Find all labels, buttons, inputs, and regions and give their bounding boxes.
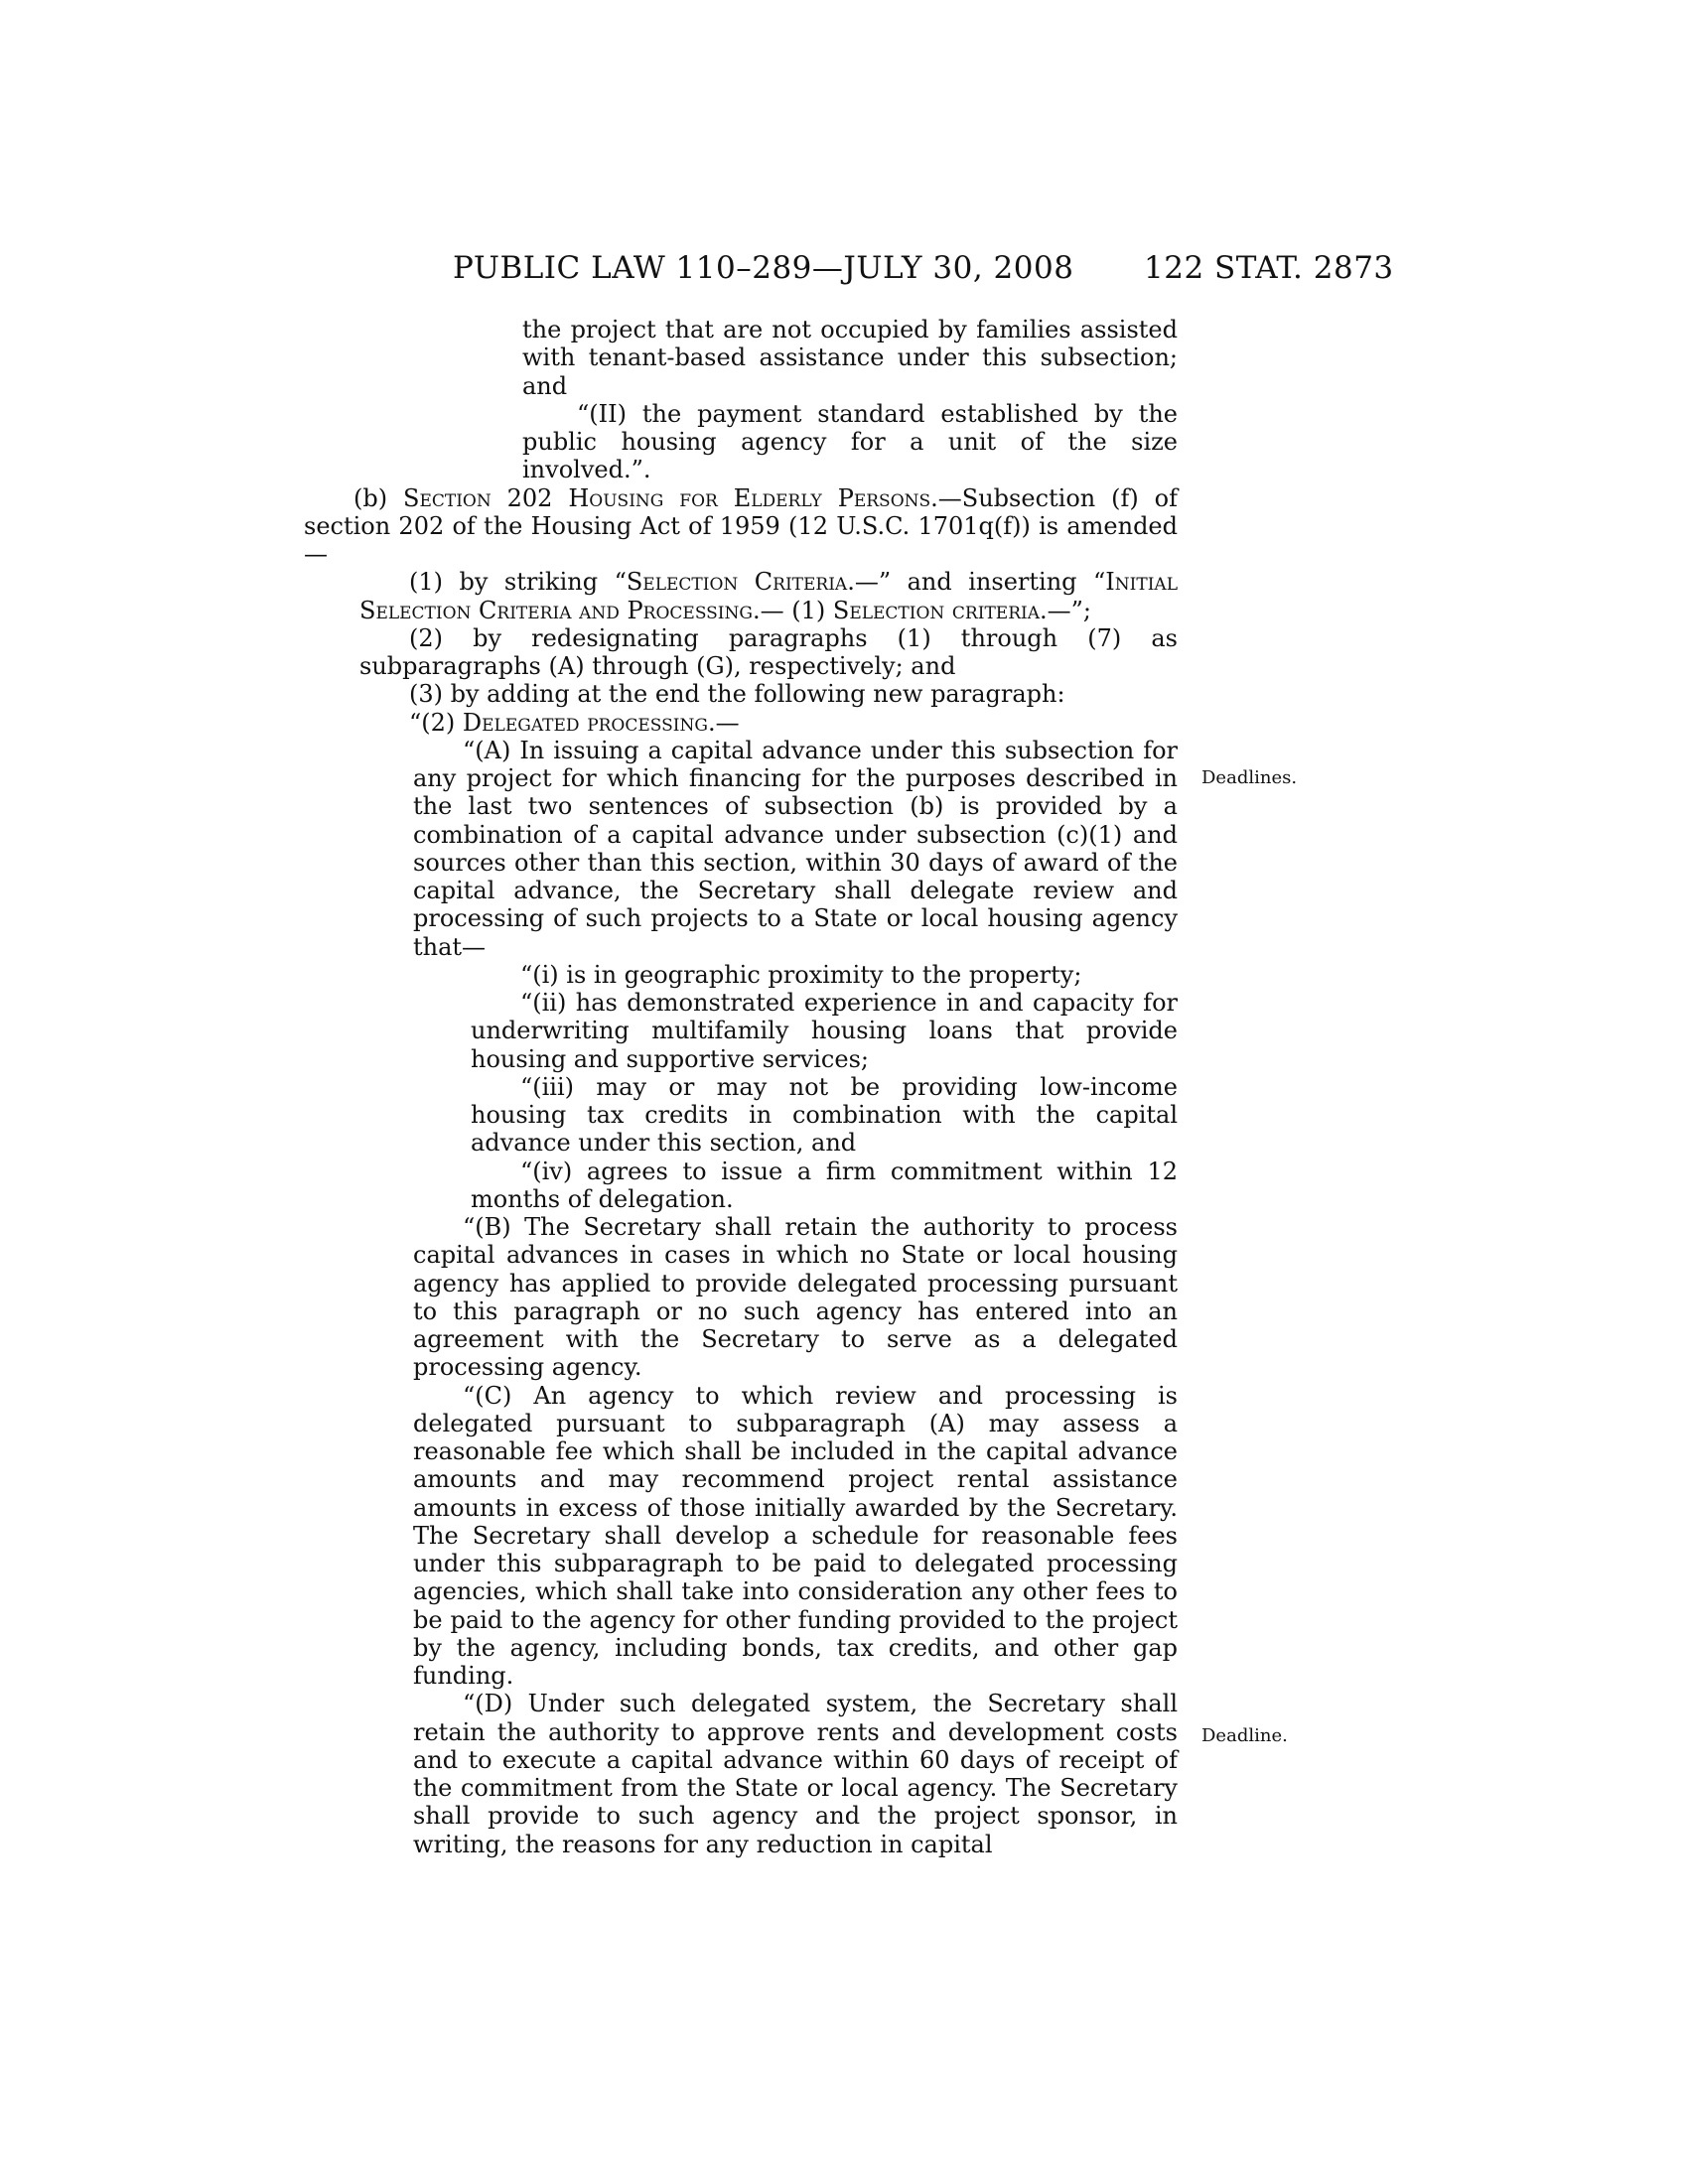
section-202-heading: Section 202 Housing for Elderly Persons. — [403, 483, 938, 512]
subparagraph-b: “(B) The Secretary shall retain the authority to process capital advances in cases in which no State or local housing agency has applied to provide delegated processing pursuant to this paragraph or no such agency has entered into an agreement with the Secretary to serve as a delegated processing agency. — [413, 1213, 1178, 1382]
paragraph-tenant-based: the project that are not occupied by families assisted with tenant-based assistance under this subsection; and — [522, 316, 1178, 400]
statute-body — [304, 316, 1178, 1858]
clause-i: “(i) is in geographic proximity to the property; — [520, 960, 1082, 989]
delegated-dash: — — [715, 708, 740, 737]
striking-selection-criteria: Selection Criteria. — [626, 568, 855, 597]
striking-text-c: — (1) — [760, 596, 833, 624]
striking-text-a: (1) by striking “ — [409, 568, 627, 597]
subparagraph-c: “(C) An agency to which review and processing is delegated pursuant to subparagraph (A) may assess a reasonable fee which shall be included in the capital advance amounts and may recommend project rental assistance amounts in excess of those initially awarded by the Secretary. The Secretary shall develop a schedule for reasonable fees under this subparagraph to be paid to delegated processing agencies, which shall take into consideration any other fees to be paid to the agency for other funding provided to the project by the agency, including bonds, tax credits, and other gap funding. — [413, 1381, 1178, 1690]
running-header-citation: PUBLIC LAW 110–289—JULY 30, 2008 — [453, 250, 1074, 286]
margin-note-deadlines: Deadlines. — [1201, 767, 1298, 788]
striking-text-d: —”; — [1047, 596, 1091, 624]
paragraph-redesignating: (2) by redesignating paragraphs (1) through (7) as subparagraphs (A) through (G), respectively; and — [359, 623, 1178, 680]
paragraph-adding: (3) by adding at the end the following new paragraph: — [409, 680, 1065, 709]
delegated-number: “(2) — [409, 708, 463, 737]
clause-ii: “(ii) has demonstrated experience in and capacity for underwriting multifamily housing loans that provide housing and supportive services; — [471, 989, 1178, 1073]
subparagraph-a: “(A) In issuing a capital advance under this subsection for any project for which financing for the purposes described in the last two sentences of subsection (b) is provided by a combination of a capital advance under subsection (c)(1) and sources other than this section, within 30 days of award of the capital advance, the Secretary shall delegate review and processing of such projects to a State or local housing agency that— — [413, 736, 1178, 961]
paragraph-payment-standard: “(II) the payment standard established by the public housing agency for a unit of the size involved.”. — [522, 399, 1178, 484]
paragraph-striking — [359, 568, 1178, 624]
clause-iii: “(iii) may or may not be providing low-income housing tax credits in combination with the capital advance under this section, and — [471, 1072, 1178, 1158]
striking-selection-criteria-2: Selection criteria. — [832, 596, 1048, 624]
striking-text-b: —” and inserting “ — [854, 568, 1106, 597]
clause-iv: “(iv) agrees to issue a firm commitment within 12 months of delegation. — [471, 1157, 1178, 1213]
delegated-processing-heading: Delegated processing. — [462, 708, 716, 737]
section-202-lead: (b) — [353, 483, 403, 512]
striking-initial-selection: Initial Selection Criteria and Processing. — [359, 568, 1178, 624]
running-header-page-number: 122 STAT. 2873 — [1144, 250, 1394, 286]
section-202-rest: —Subsection (f) of section 202 of the Housing Act of 1959 (12 U.S.C. 1701q(f)) is amended— — [304, 483, 1178, 568]
paragraph-section-202 — [304, 484, 1178, 569]
margin-note-deadline: Deadline. — [1201, 1725, 1288, 1746]
subparagraph-d: “(D) Under such delegated system, the Secretary shall retain the authority to approve rents and development costs and to execute a capital advance within 60 days of receipt of the commitment from the State or local agency. The Secretary shall provide to such agency and the project sponsor, in writing, the reasons for any reduction in capital — [413, 1690, 1178, 1858]
paragraph-delegated-heading — [359, 709, 1178, 737]
